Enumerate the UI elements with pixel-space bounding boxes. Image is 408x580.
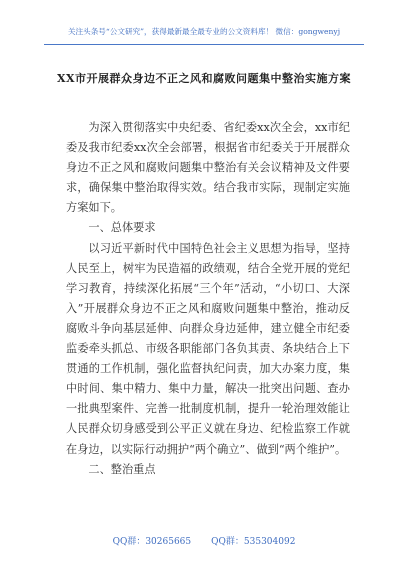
- footer-contacts: [40, 534, 368, 547]
- section-heading-key-rectification: 二、整治重点: [88, 462, 156, 476]
- section-heading-general-requirements: 一、总体要求: [88, 221, 156, 235]
- header-divider: [44, 44, 364, 45]
- footer-qq-group-2: QQ群：535304092: [211, 537, 296, 547]
- document-body: [66, 118, 350, 480]
- footer-qq-group-1: QQ群：30265665: [112, 537, 192, 547]
- general-requirements-paragraph: 以习近平新时代中国特色社会主义思想为指导，坚持人民至上，树牢为民造福的政绩观，结合全党开展的党纪学习教育，持续深化拓展“三个年”活动，“小切口、大深入”开展群众身边不正之风和腐败问题集中整治，推动反腐败斗争向基层延伸、向群众身边延伸，建立健全市纪委监委牵头抓总、市级各职能部门各负其责、条块结合上下贯通的工作机制，强化监督执纪问责，加大办案力度，集中时间、集中精力、集中力量，解决一批突出问题、查办一批典型案件、完善一批制度机制，提升一轮治理效能让人民群众切身感受到公平正义就在身边、纪检监察工作就在身边，以实际行动拥护“两个确立”、做到“两个维护”。: [66, 241, 350, 456]
- intro-paragraph: 为深入贯彻落实中央纪委、省纪委xx次全会，xx市纪委及我市纪委xx次全会部署，根据省市纪委关于开展群众身边不正之风和腐败问题集中整治有关会议精神及文件要求，确保集中整治取得实效。结合我市实际，现制定实施方案如下。: [66, 121, 350, 215]
- document-title: XX市开展群众身边不正之风和腐败问题集中整治实施方案: [56, 72, 352, 85]
- header-note: 关注头条号“公文研究”，获得最新最全最专业的公文资料库！ 微信：gongwenyj: [67, 27, 341, 36]
